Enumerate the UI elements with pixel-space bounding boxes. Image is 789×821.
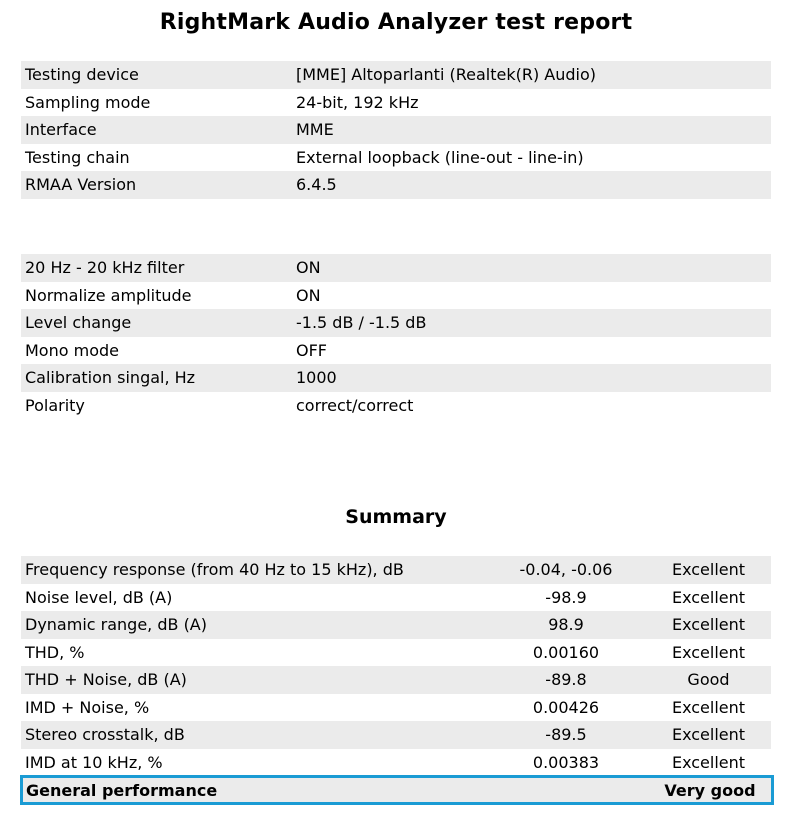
summary-rating: Good [687,670,730,690]
row-label: Mono mode [25,340,119,360]
device-row-interface [21,116,771,144]
settings-row-mono-mode [21,337,771,365]
summary-row-stereo-crosstalk [21,721,771,749]
row-value: [MME] Altoparlanti (Realtek(R) Audio) [296,65,596,85]
summary-value: 98.9 [548,615,584,635]
row-value: ON [296,285,321,305]
row-label: Testing device [25,65,139,85]
summary-param: IMD + Noise, % [25,697,150,717]
summary-row-imd-10khz [21,749,771,777]
row-label: Normalize amplitude [25,285,192,305]
summary-param: Stereo crosstalk, dB [25,725,185,745]
row-label: Polarity [25,395,85,415]
settings-row-filter [21,254,771,282]
row-value: ON [296,258,321,278]
settings-row-normalize [21,282,771,310]
device-info-table [21,61,771,199]
general-performance-rating: Very good [664,780,756,800]
summary-value: -98.9 [545,587,587,607]
row-label: RMAA Version [25,175,137,195]
summary-param: THD + Noise, dB (A) [25,670,187,690]
summary-row-dynamic-range [21,611,771,639]
summary-title: Summary [345,506,447,528]
summary-table [21,556,771,776]
summary-rating: Excellent [671,752,746,772]
summary-row-frequency-response [21,556,771,584]
summary-row-thd-noise [21,666,771,694]
device-row-testing-chain [21,144,771,172]
general-performance-label: General performance [26,780,218,800]
summary-row-imd-noise [21,694,771,722]
row-value: OFF [296,340,327,360]
summary-value: 0.00426 [532,697,600,717]
row-label: Testing chain [25,147,130,167]
row-value: 6.4.5 [296,175,337,195]
settings-row-level-change [21,309,771,337]
summary-param: Frequency response (from 40 Hz to 15 kHz), dB [25,560,404,580]
general-performance-row [20,775,774,805]
test-settings-table [21,254,771,419]
device-row-testing-device [21,61,771,89]
summary-row-thd [21,639,771,667]
row-label: 20 Hz - 20 kHz filter [25,258,185,278]
row-value: MME [296,120,334,140]
summary-row-noise-level [21,584,771,612]
summary-rating: Excellent [671,615,746,635]
summary-value: 0.00160 [532,642,600,662]
row-value: External loopback (line-out - line-in) [296,147,584,167]
summary-rating: Excellent [671,725,746,745]
summary-rating: Excellent [671,587,746,607]
summary-param: THD, % [25,642,85,662]
device-row-rmaa-version [21,171,771,199]
summary-param: Dynamic range, dB (A) [25,615,207,635]
summary-rating: Excellent [671,697,746,717]
row-label: Calibration singal, Hz [25,368,196,388]
settings-row-calibration [21,364,771,392]
row-value: -1.5 dB / -1.5 dB [296,313,427,333]
summary-rating: Excellent [671,560,746,580]
summary-value: -89.5 [545,725,587,745]
summary-value: -0.04, -0.06 [519,560,613,580]
report-title: RightMark Audio Analyzer test report [159,10,633,35]
row-label: Interface [25,120,97,140]
summary-param: Noise level, dB (A) [25,587,173,607]
summary-value: 0.00383 [532,752,600,772]
device-row-sampling-mode [21,89,771,117]
summary-value: -89.8 [545,670,587,690]
row-value: 24-bit, 192 kHz [296,92,419,112]
row-value: correct/correct [296,395,414,415]
row-label: Sampling mode [25,92,151,112]
row-label: Level change [25,313,132,333]
summary-rating: Excellent [671,642,746,662]
row-value: 1000 [296,368,337,388]
summary-param: IMD at 10 kHz, % [25,752,163,772]
settings-row-polarity [21,392,771,420]
